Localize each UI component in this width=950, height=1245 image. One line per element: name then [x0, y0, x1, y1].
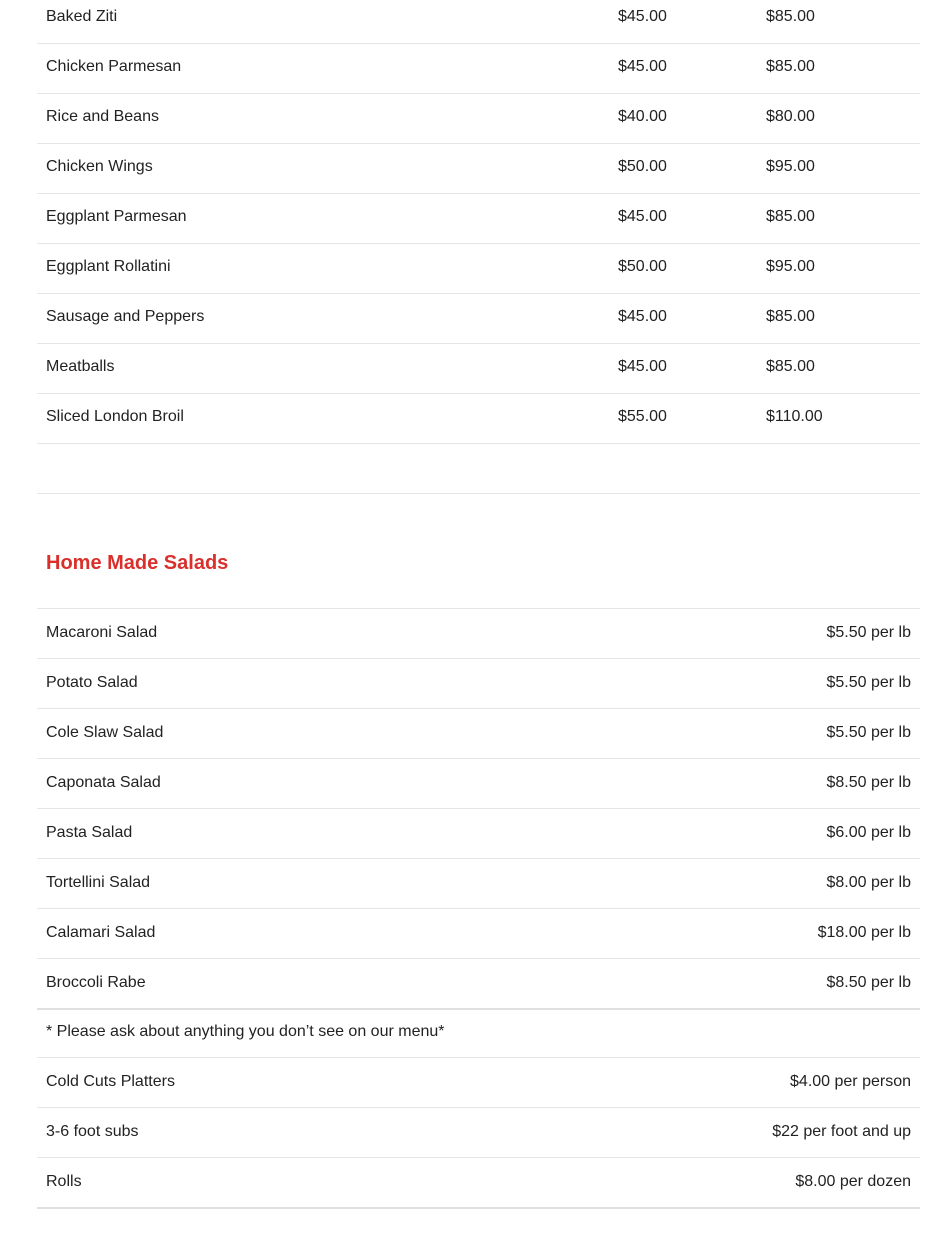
table-row	[37, 194, 920, 244]
half-tray-price: $50.00	[618, 158, 667, 175]
salads-price-table	[37, 608, 920, 1010]
item-name: Sliced London Broil	[46, 408, 184, 425]
full-tray-price: $85.00	[766, 8, 815, 25]
table-row	[37, 859, 920, 909]
table-row	[37, 909, 920, 959]
item-name: Sausage and Peppers	[46, 308, 205, 325]
item-price: $8.00 per dozen	[795, 1173, 911, 1190]
item-price: $5.50 per lb	[826, 724, 911, 741]
half-tray-price: $50.00	[618, 258, 667, 275]
table-row	[37, 809, 920, 859]
item-name: 3-6 foot subs	[46, 1123, 139, 1140]
item-price: $22 per foot and up	[772, 1123, 911, 1140]
trays-price-table	[37, 0, 920, 494]
item-name: Eggplant Parmesan	[46, 208, 187, 225]
item-price: $4.00 per person	[790, 1073, 911, 1090]
table-row	[37, 1108, 920, 1158]
half-tray-price: $45.00	[618, 208, 667, 225]
item-name: Tortellini Salad	[46, 874, 151, 891]
half-tray-price: $45.00	[618, 8, 667, 25]
table-row	[37, 394, 920, 444]
table-row	[37, 1058, 920, 1108]
table-row	[37, 94, 920, 144]
table-row	[37, 659, 920, 709]
full-tray-price: $85.00	[766, 208, 815, 225]
half-tray-price: $45.00	[618, 358, 667, 375]
item-price: $8.50 per lb	[826, 974, 911, 991]
item-name: Pasta Salad	[46, 824, 133, 841]
item-price: $6.00 per lb	[826, 824, 911, 841]
item-name: Cole Slaw Salad	[46, 724, 164, 741]
item-name: Potato Salad	[46, 674, 138, 691]
table-row	[37, 44, 920, 94]
table-row	[37, 1158, 920, 1209]
item-name: Chicken Wings	[46, 158, 153, 175]
item-name: Macaroni Salad	[46, 624, 158, 641]
table-row	[37, 709, 920, 759]
item-price: $8.00 per lb	[826, 874, 911, 891]
full-tray-price: $80.00	[766, 108, 815, 125]
extras-price-table	[37, 1008, 920, 1209]
table-row	[37, 144, 920, 194]
table-row	[37, 244, 920, 294]
item-name: Baked Ziti	[46, 8, 118, 25]
full-tray-price: $95.00	[766, 158, 815, 175]
half-tray-price: $40.00	[618, 108, 667, 125]
menu-note-row	[37, 1008, 920, 1058]
section-title-salads: Home Made Salads	[46, 552, 229, 574]
table-row	[37, 759, 920, 809]
item-name: Meatballs	[46, 358, 115, 375]
full-tray-price: $85.00	[766, 58, 815, 75]
item-price: $8.50 per lb	[826, 774, 911, 791]
full-tray-price: $110.00	[766, 408, 823, 425]
item-name: Caponata Salad	[46, 774, 161, 791]
item-name: Rolls	[46, 1173, 82, 1190]
item-name: Rice and Beans	[46, 108, 159, 125]
item-name: Calamari Salad	[46, 924, 156, 941]
table-row	[37, 959, 920, 1010]
half-tray-price: $45.00	[618, 308, 667, 325]
item-name: Eggplant Rollatini	[46, 258, 171, 275]
menu-note: * Please ask about anything you don’t see on our menu*	[46, 1023, 445, 1040]
item-name: Cold Cuts Platters	[46, 1073, 175, 1090]
full-tray-price: $85.00	[766, 308, 815, 325]
half-tray-price: $55.00	[618, 408, 667, 425]
item-price: $5.50 per lb	[826, 624, 911, 641]
item-price: $5.50 per lb	[826, 674, 911, 691]
item-name: Chicken Parmesan	[46, 58, 182, 75]
table-row	[37, 609, 920, 659]
table-row	[37, 0, 920, 44]
table-row	[37, 344, 920, 394]
item-name: Broccoli Rabe	[46, 974, 146, 991]
half-tray-price: $45.00	[618, 58, 667, 75]
full-tray-price: $85.00	[766, 358, 815, 375]
table-row	[37, 294, 920, 344]
empty-table-row	[37, 444, 920, 494]
item-price: $18.00 per lb	[817, 924, 911, 941]
full-tray-price: $95.00	[766, 258, 815, 275]
